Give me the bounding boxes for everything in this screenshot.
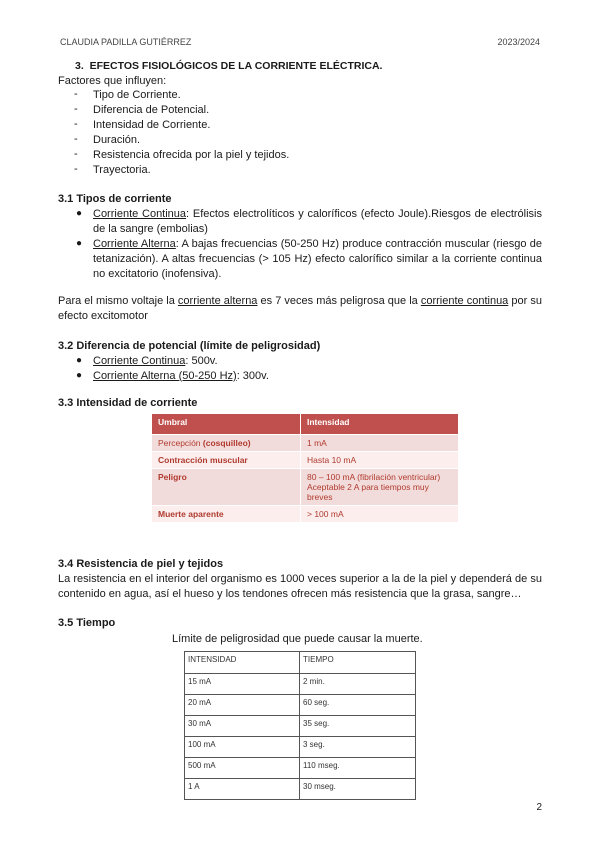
table-cell: 15 mA: [185, 674, 300, 695]
text: por su efecto excitomotor: [58, 295, 542, 322]
table-cell: Muerte aparente: [152, 506, 301, 523]
list-dash: -: [74, 148, 78, 160]
bullet-icon: ●: [76, 355, 83, 366]
table-row: [152, 469, 458, 506]
text: Percepción: [158, 438, 203, 448]
list-item-alterna-voltage: [93, 369, 269, 384]
list-dash: -: [74, 103, 78, 115]
header-year: 2023/2024: [497, 37, 540, 47]
header-cell: Umbral: [152, 414, 301, 435]
text: es 7 veces más peligrosa que la: [257, 295, 421, 307]
table-row: [152, 452, 458, 469]
section-3-title: 3. EFECTOS FISIOLÓGICOS DE LA CORRIENTE ELÉCTRICA.: [75, 60, 383, 72]
list-dash: -: [74, 118, 78, 130]
term: Corriente Alterna (50-250 Hz): [93, 370, 237, 382]
section-3-2-title: 3.2 Diferencia de potencial (límite de peligrosidad): [58, 340, 321, 352]
header-cell: TIEMPO: [300, 652, 416, 674]
item-text: : A bajas frecuencias (50-250 Hz) produce contracción muscular (riesgo de tetanización). A altas frecuencias (> 105 Hz) efecto calorífico similar a la corriente continua no excitatorio (inofensiva).: [93, 238, 543, 280]
text: 80 – 100 mA (fibrilación ventricular): [307, 472, 441, 482]
bullet-icon: ●: [76, 208, 83, 219]
table-row: [185, 758, 416, 779]
term-continua: corriente continua: [420, 295, 509, 307]
table-cell: 2 min.: [300, 674, 416, 695]
term-continua: Corriente Continua: [93, 208, 187, 220]
list-item-continua: [93, 207, 542, 237]
list-item-continua-voltage: [93, 354, 218, 369]
term: Corriente Continua: [93, 355, 186, 367]
table-cell: 1 mA: [301, 435, 459, 452]
bullet-icon: ●: [76, 238, 83, 249]
table-header: [152, 414, 458, 435]
table-row: [152, 506, 458, 523]
term-alterna: Corriente Alterna: [93, 238, 176, 250]
table-cell: 1 A: [185, 779, 300, 800]
list-dash: -: [74, 163, 78, 175]
list-item: Duración.: [93, 134, 141, 146]
time-table: [184, 651, 416, 800]
value: : 500v.: [185, 355, 218, 367]
table-cell: 30 mseg.: [300, 779, 416, 800]
intensity-table: [152, 414, 458, 523]
table-row: [185, 737, 416, 758]
text: Aceptable 2 A para tiempos muy breves: [307, 482, 429, 502]
table-cell: 30 mA: [185, 716, 300, 737]
list-item: Tipo de Corriente.: [93, 89, 181, 101]
table-cell: Contracción muscular: [152, 452, 301, 469]
table-cell: Hasta 10 mA: [301, 452, 459, 469]
table-row: [185, 779, 416, 800]
list-item: Diferencia de Potencial.: [93, 104, 210, 116]
term-alterna: corriente alterna: [177, 295, 258, 307]
table-cell: 20 mA: [185, 695, 300, 716]
table-cell: > 100 mA: [301, 506, 459, 523]
table-cell: [301, 469, 459, 506]
table-row: [185, 674, 416, 695]
table-cell: 60 seg.: [300, 695, 416, 716]
table-cell: Peligro: [152, 469, 301, 506]
table-cell: 500 mA: [185, 758, 300, 779]
table-cell: 100 mA: [185, 737, 300, 758]
factors-intro: Factores que influyen:: [58, 75, 167, 87]
list-dash: -: [74, 133, 78, 145]
table-row: [185, 716, 416, 737]
item-text: : Efectos electrolíticos y caloríficos (efecto Joule).Riesgos de electrólisis de la sangre (embolias): [93, 208, 542, 235]
header-cell: INTENSIDAD: [185, 652, 300, 674]
list-item-alterna: [93, 237, 542, 282]
table-row: [185, 695, 416, 716]
section-3-1-title: 3.1 Tipos de corriente: [58, 193, 172, 205]
text: Para el mismo voltaje la: [58, 295, 178, 307]
list-dash: -: [74, 88, 78, 100]
header-cell: Intensidad: [301, 414, 459, 435]
page-number: 2: [536, 802, 542, 813]
table-row: [152, 435, 458, 452]
voltage-paragraph: [58, 294, 542, 324]
table-cell: 35 seg.: [300, 716, 416, 737]
value: : 300v.: [236, 370, 269, 382]
list-item: Trayectoria.: [93, 164, 151, 176]
time-table-caption: Límite de peligrosidad que puede causar la muerte.: [172, 633, 423, 645]
table-header: [185, 652, 416, 674]
list-item: Intensidad de Corriente.: [93, 119, 211, 131]
bullet-icon: ●: [76, 370, 83, 381]
header-author: CLAUDIA PADILLA GUTIÉRREZ: [60, 37, 192, 47]
table-cell: [152, 435, 301, 452]
section-3-3-title: 3.3 Intensidad de corriente: [58, 397, 198, 409]
table-cell: 110 mseg.: [300, 758, 416, 779]
list-item: Resistencia ofrecida por la piel y tejidos.: [93, 149, 290, 161]
resistance-paragraph: La resistencia en el interior del organismo es 1000 veces superior a la de la piel y dependerá de su contenido en agua, así el hueso y los tendones ofrecen más resistencia que la grasa, sangre…: [58, 573, 542, 600]
section-3-5-title: 3.5 Tiempo: [58, 617, 116, 629]
section-3-4-title: 3.4 Resistencia de piel y tejidos: [58, 558, 224, 570]
table-cell: 3 seg.: [300, 737, 416, 758]
text: (cosquilleo): [202, 438, 251, 448]
